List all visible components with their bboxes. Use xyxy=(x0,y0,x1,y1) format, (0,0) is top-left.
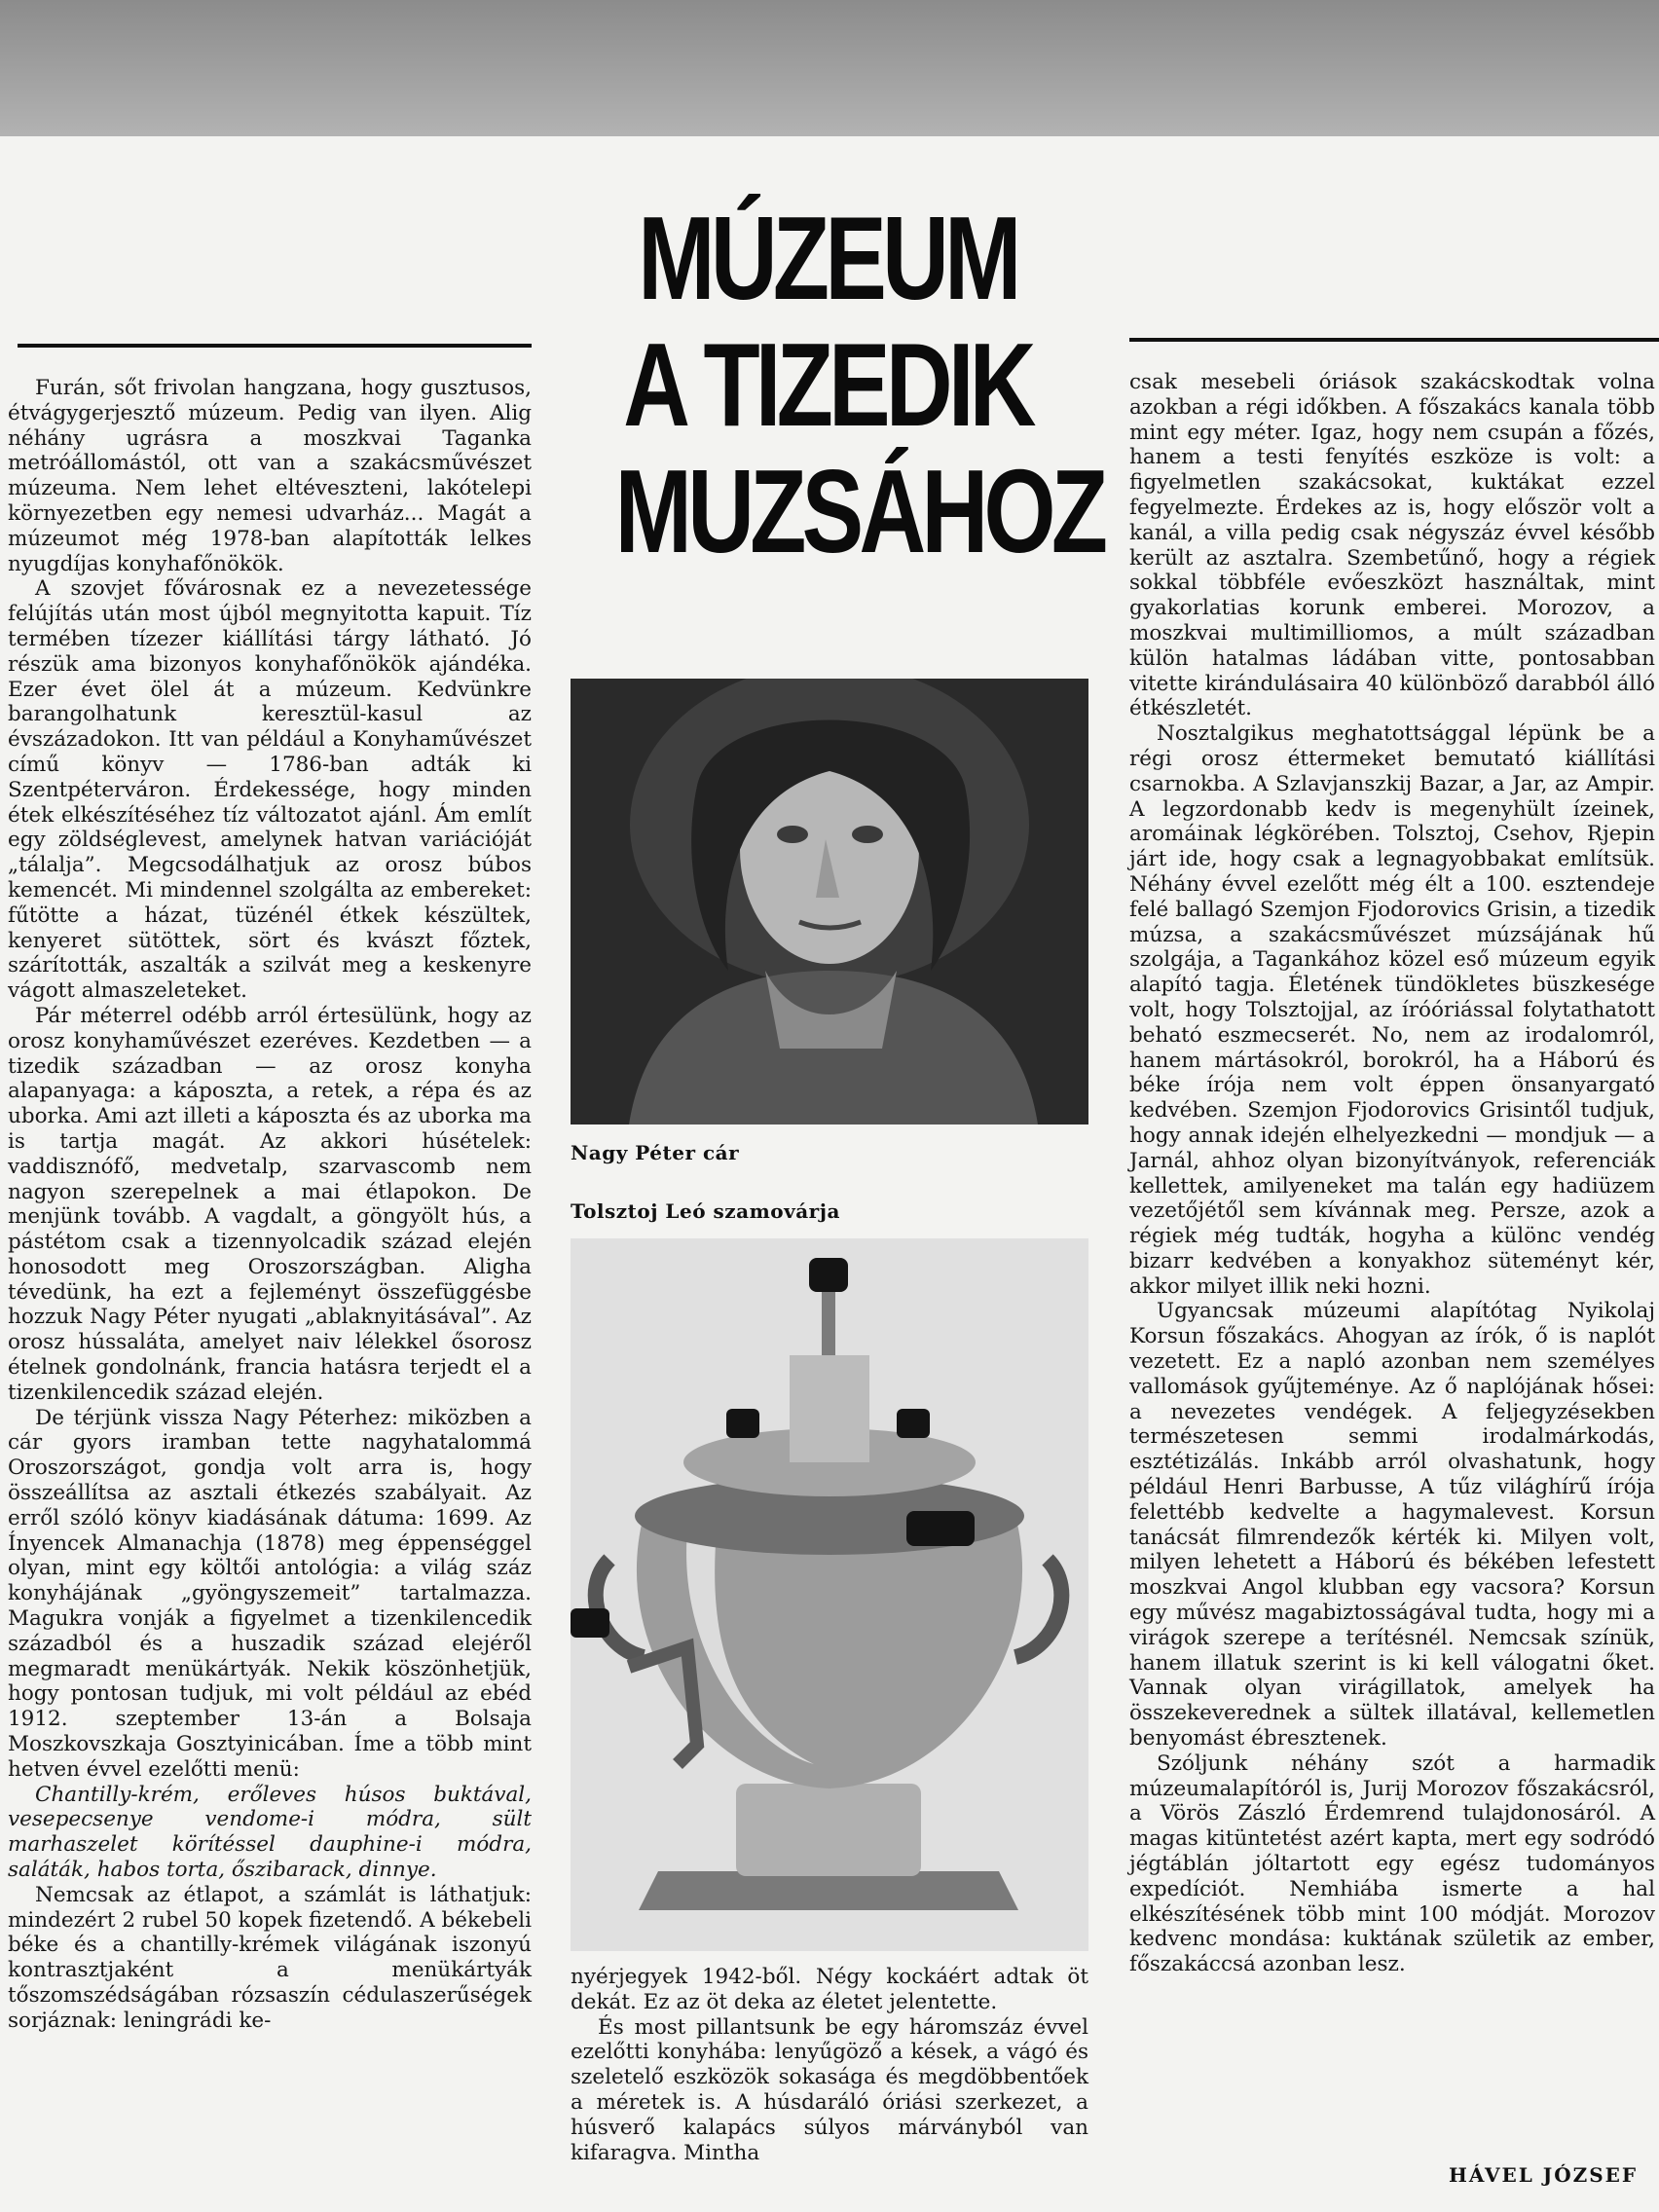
author-byline: HÁVEL JÓZSEF xyxy=(1449,2163,1639,2187)
right-header-rule xyxy=(1129,338,1659,342)
middle-text-column xyxy=(571,1965,1088,2165)
paragraph: Nosztalgikus meghatottsággal lépünk be a régi orosz éttermeket bemutató kiállítási csarnokba. A Szlavjanszkij Bazar, a Jar, az Ampir. A legzordonabb kedv is megenyhült ízeinek, aromáinak légkörében. Tolsztoj, Csehov, Rjepin járt ide, hogy csak a legnagyobbakat említsük. Néhány évvel ezelőtt még élt a 100. esztendeje felé ballagó Szemjon Fjodorovics Grisin, a tizedik múzsa, a szakácsművészet múzsájának hű szolgája, a Tagankához közel eső múzeum egyik alapító tagja. Életének tündökletes büszkesége volt, hogy Tolsztojjal, az íróóriással folytathatott beható eszmecserét. No, nem az irodalomról, hanem mártásokról, borokról, ha a Háború és béke írója nem volt éppen önsanyargató kedvében. Szemjon Fjodorovics Grisintől tudjuk, hogy annak idején elhelyezkedni — mondjuk — a Jarnál, ahhoz olyan bizonyítványok, referenciák kellettek, amilyeneket ma talán egy hadiüzem vezetőjétől sem kívánnak meg. Persze, azok a régiek még tudták, hogyha a különc vendég bizarr kedvében a konyakhoz süteményt kér, akkor milyet illik neki hozni. xyxy=(1129,721,1655,1299)
samovar-illustration xyxy=(571,1238,1088,1951)
left-text-column xyxy=(8,376,532,2034)
paragraph: Pár méterrel odébb arról értesülünk, hogy az orosz konyhaművészet ezeréves. Kezdetben — a tizedik században — az orosz konyha alapanyaga: a káposzta, a retek, a répa és az uborka. Ami azt illeti a káposzta és az uborka ma is tartja magát. Az akkori húsételek: vaddisznófő, medvetalp, szarvascomb nem nagyon szerepelnek a mai étlapokon. De menjünk tovább. A vagdalt, a göngyölt hús, a pástétom csak a tizennyolcadik század elején honosodott meg Oroszországban. Aligha tévedünk, ha ezt a fejleményt összefüggésbe hozzuk Nagy Péter nyugati „ablaknyitásával”. Az orosz hússaláta, amelyet naiv lélekkel ősorosz ételnek gondolnánk, francia hatásra terjedt el a tizenkilencedik század elején. xyxy=(8,1003,532,1405)
paragraph: csak mesebeli óriások szakácskodtak volna azokban a régi időkben. A főszakács kanala több mint egy méter. Igaz, hogy nem csupán a főzés, hanem a testi fenyítés eszköze is volt: a figyelmetlen szakácsokat, kuktákat ezzel fegyelmezte. Érdekes az is, hogy először volt a kanál, a villa pedig csak négyszáz évvel később került az asztalra. Szembetűnő, hogy a régiek sokkal többféle evőeszközt használtak, mint gyakorlatias korunk emberei. Morozov, a moszkvai multimilliomos, a múlt században külön hatalmas ládában vitte, pontosabban vitette kirándulásaira 40 különböző darabból álló étkészletét. xyxy=(1129,370,1655,721)
left-header-rule xyxy=(18,344,532,348)
headline-line-2: A TIZEDIK xyxy=(623,318,1032,451)
paragraph: Furán, sőt frivolan hangzana, hogy gusztusos, étvágygerjesztő múzeum. Pedig van ilyen. Alig néhány ugrásra a moszkvai Taganka metróállomástól, ott van a szakácsművészet múzeuma. Nem lehet eltéveszteni, lakótelepi környezetben egy nemesi udvarház... Magát a múzeumot még 1978-ban alapították lelkes nyugdíjas konyhafőnökök. xyxy=(8,376,532,576)
headline-line-3: MUZSÁHOZ xyxy=(614,445,1104,577)
paragraph: Nemcsak az étlapot, a számlát is láthatjuk: mindezért 2 rubel 50 kopek fizetendő. A békebeli béke és a chantilly-krémek világának iszonyú kontrasztjaként a menükártyák tőszomszédságában rózsaszín cédulaszerűségek sorjáznak: leningrádi ke- xyxy=(8,1882,532,2033)
right-text-column xyxy=(1129,370,1655,1977)
samovar-caption: Tolsztoj Leó szamovárja xyxy=(571,1199,840,1223)
article-headline xyxy=(614,192,1104,577)
menu-paragraph: Chantilly-krém, erőleves húsos buktával, vesepecsenye vendome-i módra, sült marhaszelet körítéssel dauphine-i módra, saláták, habos torta, őszibarack, dinnye. xyxy=(8,1782,532,1883)
headline-line-1: MÚZEUM xyxy=(638,192,1017,324)
paragraph: Ugyancsak múzeumi alapítótag Nyikolaj Korsun főszakács. Ahogyan az írók, ő is naplót vezetett. Ez a napló azonban nem személyes vallomások gyűjteménye. Az ő naplójának hősei: a nevezetes vendégek. A feljegyzésekben természetesen semmi irodalmárkodás, esztétizálás. Inkább arról olvashatunk, hogy például Henri Barbusse, A tűz világhírű írója felettébb kedvelte a hagymalevest. Korsun tanácsát filmrendezők kérték ki. Milyen volt, milyen lehetett a Háború és békében lefestett moszkvai Angol klubban egy vacsora? Korsun egy művész magabiztosságával tudta, hogy mi a virágok szerepe a terítésnél. Nemcsak színük, hanem illatuk szerint is ki kell válogatni őket. Vannak olyan virágillatok, amelyek ha összekeverednek a sültek illatával, kellemetlen benyomást ébresztenek. xyxy=(1129,1299,1655,1751)
paragraph: A szovjet fővárosnak ez a nevezetessége felújítás után most újból megnyitotta kapuit. Tíz termében tízezer kiállítási tárgy látható. Jó részük ama bizonyos konyhafőnökök ajándéka. Ezer évet ölel át a múzeum. Kedvünkre barangolhatunk keresztül-kasul az évszázadokon. Itt van például a Konyhaművészet című könyv — 1786-ban adták ki Szentpéterváron. Érdekessége, hogy minden étek elkészítéséhez tíz változatot ajánl. Ám említ egy zöldséglevest, amelynek hatvan variációját „tálalja”. Megcsodálhatjuk az orosz búbos kemencét. Mi mindennel szolgálta az embereket: fűtötte a házat, tüzénél étkek készültek, kenyeret sütöttek, sört és kvászt főztek, szárították, aszalták a szilvát meg a keskenyre vágott almaszeleteket. xyxy=(8,576,532,1004)
peter-the-great-portrait xyxy=(571,679,1088,1124)
paragraph: nyérjegyek 1942-ből. Négy kockáért adtak öt dekát. Ez az öt deka az életet jelentette. xyxy=(571,1965,1088,2014)
background-surface xyxy=(0,0,1659,146)
tolstoy-samovar-photo xyxy=(571,1238,1088,1951)
paragraph: Szóljunk néhány szót a harmadik múzeumalapítóról is, Jurij Morozov főszakácsról, a Vörös Zászló Érdemrend tulajdonosáról. A magas kitüntetést azért kapta, mert egy sodródó jégtáblán jóltartott egy egész tudományos expedíciót. Nemhiába ismerte a hal elkészítésének több mint 100 módját. Morozov kedvenc mondása: kuktának születik az ember, főszakáccsá azonban lesz. xyxy=(1129,1751,1655,1977)
portrait-caption: Nagy Péter cár xyxy=(571,1141,740,1164)
paragraph: De térjünk vissza Nagy Péterhez: miközben a cár gyors iramban tette nagyhatalommá Oroszországot, gondja volt arra is, hogy összeállítsa az asztali étkezés szabályait. Az erről szóló könyv kiadásának dátuma: 1699. Az Ínyencek Almanachja (1878) meg éppenséggel olyan, mint egy költői antológia: a világ száz konyhájának „gyöngyszemeit” tartalmazza. Magukra vonják a figyelmet a tizenkilencedik századból és a huszadik század elejéről megmaradt menükártyák. Nekik köszönhetjük, hogy pontosan tudjuk, mi volt például az ebéd 1912. szeptember 13-án a Bolsaja Moszkovszkaja Gosztyinicában. Íme a több mint hetven évvel ezelőtti menü: xyxy=(8,1405,532,1782)
portrait-illustration xyxy=(571,679,1088,1124)
paragraph: És most pillantsunk be egy háromszáz évvel ezelőtti konyhába: lenyűgöző a kések, a vágó és szeletelő eszközök sokasága és megdöbbentőek a méretek is. A húsdaráló óriási szerkezet, a húsverő kalapács súlyos márványból van kifaragva. Mintha xyxy=(571,2014,1088,2165)
